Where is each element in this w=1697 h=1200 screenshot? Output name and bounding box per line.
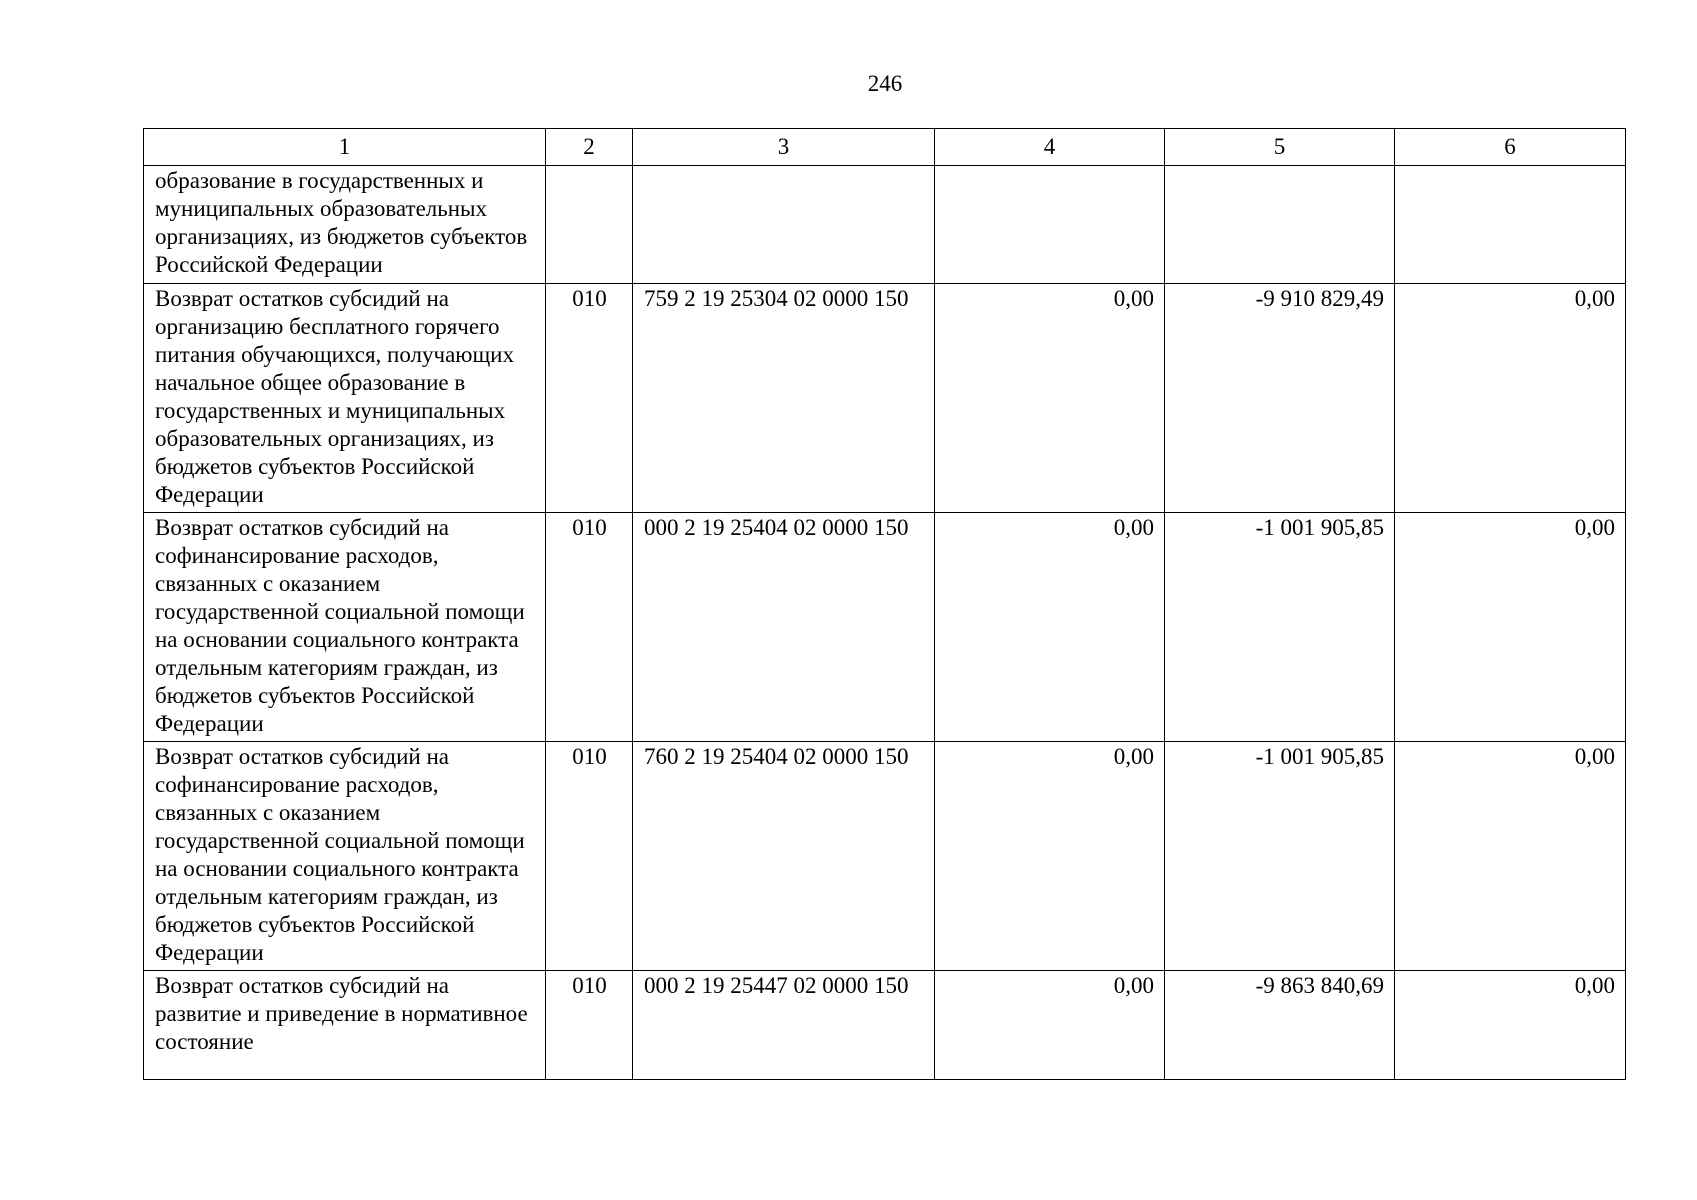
row-col6-cell: [1395, 284, 1626, 513]
row-code-cell: [546, 166, 633, 284]
row-code: [557, 166, 622, 167]
row-name: образование в государственных и муниципальных образовательных организациях, из бюджетов субъектов Российской Федерации: [155, 168, 528, 277]
row-name: Возврат остатков субсидий на софинансирование расходов, связанных с оказанием государственной социальной помощи на основании социального контракта отдельным категориям граждан, из бюджетов субъектов Российской Федерации: [155, 515, 525, 736]
row-col6: 0,00: [1574, 973, 1615, 998]
row-col5: -1 001 905,85: [1255, 515, 1384, 540]
row-kbk: 000 2 19 25404 02 0000 150: [644, 515, 909, 540]
row-col6: 0,00: [1574, 515, 1615, 540]
row-code: 010: [572, 515, 607, 540]
row-code-cell: [546, 513, 633, 742]
row-col6: [1406, 166, 1615, 167]
row-col4: 0,00: [1113, 286, 1154, 311]
row-col6: 0,00: [1574, 286, 1615, 311]
row-col6-cell: [1395, 971, 1626, 1080]
row-col5-cell: [1165, 166, 1395, 284]
row-kbk: 760 2 19 25404 02 0000 150: [644, 744, 909, 769]
row-col5: [1176, 166, 1384, 167]
row-kbk-cell: [633, 742, 935, 971]
row-col4-cell: [935, 971, 1165, 1080]
table-row: [144, 166, 1626, 284]
row-col4: 0,00: [1113, 973, 1154, 998]
row-col5: -9 863 840,69: [1255, 973, 1384, 998]
table-row: [144, 742, 1626, 971]
row-col5-cell: [1165, 742, 1395, 971]
row-col4-cell: [935, 742, 1165, 971]
row-name-cell: [144, 742, 546, 971]
row-col4-cell: [935, 284, 1165, 513]
row-name: Возврат остатков субсидий на софинансирование расходов, связанных с оказанием государственной социальной помощи на основании социального контракта отдельным категориям граждан, из бюджетов субъектов Российской Федерации: [155, 744, 525, 965]
row-col4: 0,00: [1113, 744, 1154, 769]
page-number: 246: [867, 71, 903, 96]
column-header-4: 4: [935, 129, 1165, 166]
row-col5: -9 910 829,49: [1255, 286, 1384, 311]
row-code-cell: [546, 971, 633, 1080]
row-name: Возврат остатков субсидий на организацию бесплатного горячего питания обучающихся, получающих начальное общее образование в государственных и муниципальных образовательных организациях, из бюджетов субъектов Российской Федерации: [155, 286, 514, 507]
row-col4-cell: [935, 166, 1165, 284]
row-kbk-cell: [633, 971, 935, 1080]
column-header-3: 3: [633, 129, 935, 166]
row-col4: [946, 166, 1154, 167]
row-col5: -1 001 905,85: [1255, 744, 1384, 769]
row-code: 010: [572, 286, 607, 311]
row-col4-cell: [935, 513, 1165, 742]
row-col5-cell: [1165, 971, 1395, 1080]
row-col5-cell: [1165, 513, 1395, 742]
row-col5-cell: [1165, 284, 1395, 513]
column-header-2: 2: [546, 129, 633, 166]
column-header-5: 5: [1165, 129, 1395, 166]
row-kbk-cell: [633, 284, 935, 513]
row-kbk-cell: [633, 166, 935, 284]
row-kbk: [644, 166, 924, 167]
row-kbk: 759 2 19 25304 02 0000 150: [644, 286, 909, 311]
row-name-cell: [144, 971, 546, 1080]
row-kbk: 000 2 19 25447 02 0000 150: [644, 973, 909, 998]
column-header-1: 1: [144, 129, 546, 166]
row-col6-cell: [1395, 513, 1626, 742]
budget-table: [143, 128, 1626, 1080]
row-col6-cell: [1395, 166, 1626, 284]
row-col6-cell: [1395, 742, 1626, 971]
table-row: [144, 513, 1626, 742]
row-name-cell: [144, 166, 546, 284]
row-code-cell: [546, 742, 633, 971]
row-col6: 0,00: [1574, 744, 1615, 769]
row-col4: 0,00: [1113, 515, 1154, 540]
row-code-cell: [546, 284, 633, 513]
row-name: Возврат остатков субсидий на развитие и приведение в нормативное состояние: [155, 973, 528, 1054]
table-row: [144, 284, 1626, 513]
table-row: [144, 971, 1626, 1080]
table-header-row: [144, 129, 1626, 166]
row-name-cell: [144, 284, 546, 513]
row-kbk-cell: [633, 513, 935, 742]
row-name-cell: [144, 513, 546, 742]
column-header-6: 6: [1395, 129, 1626, 166]
row-code: 010: [572, 973, 607, 998]
row-code: 010: [572, 744, 607, 769]
